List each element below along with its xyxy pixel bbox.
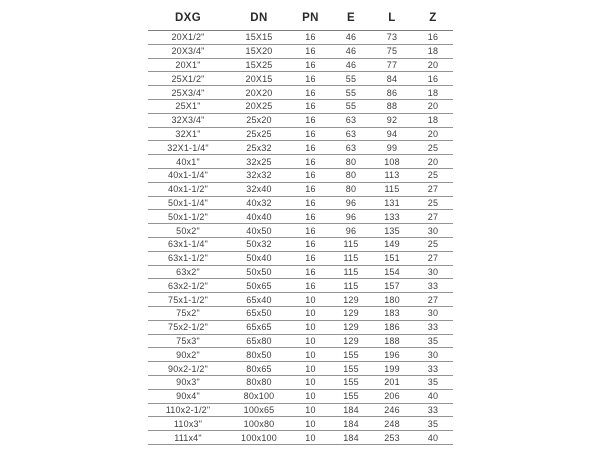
table-cell: 20X1" bbox=[148, 58, 228, 72]
table-cell: 46 bbox=[331, 58, 371, 72]
table-row bbox=[148, 127, 453, 141]
table-cell: 25x20 bbox=[228, 113, 290, 127]
table-cell: 16 bbox=[290, 210, 331, 224]
table-cell: 63x2-1/2" bbox=[148, 279, 228, 293]
table-cell: 115 bbox=[331, 265, 371, 279]
table-cell: 99 bbox=[371, 141, 413, 155]
table-cell: 63 bbox=[331, 141, 371, 155]
table-cell: 40x1-1/2" bbox=[148, 182, 228, 196]
table-cell: 155 bbox=[331, 389, 371, 403]
table-cell: 10 bbox=[290, 417, 331, 431]
table-row bbox=[148, 251, 453, 265]
table-cell: 25x25 bbox=[228, 127, 290, 141]
table-cell: 149 bbox=[371, 237, 413, 251]
table-cell: 16 bbox=[290, 58, 331, 72]
table-cell: 20 bbox=[413, 127, 453, 141]
table-cell: 16 bbox=[290, 279, 331, 293]
table-row bbox=[148, 182, 453, 196]
table-cell: 111x4" bbox=[148, 431, 228, 445]
table-cell: 32x40 bbox=[228, 182, 290, 196]
table-cell: 35 bbox=[413, 334, 453, 348]
table-cell: 94 bbox=[371, 127, 413, 141]
table-cell: 63x1-1/2" bbox=[148, 251, 228, 265]
table-cell: 86 bbox=[371, 86, 413, 100]
table-cell: 35 bbox=[413, 417, 453, 431]
table-row bbox=[148, 293, 453, 307]
table-row bbox=[148, 265, 453, 279]
table-cell: 16 bbox=[290, 99, 331, 113]
table-cell: 180 bbox=[371, 293, 413, 307]
table-cell: 96 bbox=[331, 210, 371, 224]
table-cell: 75x1-1/2" bbox=[148, 293, 228, 307]
table-cell: 65x80 bbox=[228, 334, 290, 348]
table-cell: 40x1" bbox=[148, 155, 228, 169]
table-cell: 20 bbox=[413, 155, 453, 169]
table-cell: 33 bbox=[413, 320, 453, 334]
table-cell: 27 bbox=[413, 182, 453, 196]
table-cell: 33 bbox=[413, 403, 453, 417]
table-cell: 77 bbox=[371, 58, 413, 72]
table-cell: 96 bbox=[331, 224, 371, 238]
table-cell: 80 bbox=[331, 155, 371, 169]
table-cell: 129 bbox=[331, 293, 371, 307]
table-cell: 201 bbox=[371, 375, 413, 389]
table-cell: 18 bbox=[413, 86, 453, 100]
table-cell: 100x65 bbox=[228, 403, 290, 417]
table-cell: 157 bbox=[371, 279, 413, 293]
table-cell: 20X15 bbox=[228, 72, 290, 86]
table-cell: 92 bbox=[371, 113, 413, 127]
table-cell: 33 bbox=[413, 362, 453, 376]
table-cell: 10 bbox=[290, 293, 331, 307]
table-cell: 80x65 bbox=[228, 362, 290, 376]
table-cell: 27 bbox=[413, 251, 453, 265]
table-body bbox=[148, 31, 453, 445]
table-cell: 16 bbox=[290, 251, 331, 265]
table-cell: 75x2-1/2" bbox=[148, 320, 228, 334]
table-cell: 253 bbox=[371, 431, 413, 445]
table-cell: 90x3" bbox=[148, 375, 228, 389]
table-row bbox=[148, 141, 453, 155]
table-cell: 16 bbox=[290, 127, 331, 141]
table-cell: 80 bbox=[331, 168, 371, 182]
table-cell: 40 bbox=[413, 431, 453, 445]
table-cell: 40x40 bbox=[228, 210, 290, 224]
table-cell: 184 bbox=[331, 403, 371, 417]
table-cell: 129 bbox=[331, 334, 371, 348]
table-cell: 50x40 bbox=[228, 251, 290, 265]
table-cell: 80x100 bbox=[228, 389, 290, 403]
table-cell: 133 bbox=[371, 210, 413, 224]
table-cell: 25X3/4" bbox=[148, 86, 228, 100]
table-cell: 188 bbox=[371, 334, 413, 348]
table-cell: 115 bbox=[371, 182, 413, 196]
table-cell: 20X25 bbox=[228, 99, 290, 113]
table-cell: 15X20 bbox=[228, 44, 290, 58]
table-cell: 55 bbox=[331, 72, 371, 86]
table-cell: 113 bbox=[371, 168, 413, 182]
table-cell: 20 bbox=[413, 58, 453, 72]
table-cell: 196 bbox=[371, 348, 413, 362]
table-cell: 20X20 bbox=[228, 86, 290, 100]
table-cell: 155 bbox=[331, 375, 371, 389]
table-cell: 40 bbox=[413, 389, 453, 403]
table-cell: 84 bbox=[371, 72, 413, 86]
table-row bbox=[148, 31, 453, 45]
table-row bbox=[148, 155, 453, 169]
column-header-pn: PN bbox=[290, 6, 331, 31]
table-cell: 15X15 bbox=[228, 31, 290, 45]
table-cell: 16 bbox=[290, 224, 331, 238]
table-cell: 18 bbox=[413, 44, 453, 58]
table-cell: 88 bbox=[371, 99, 413, 113]
table-cell: 25 bbox=[413, 168, 453, 182]
column-header-dn: DN bbox=[228, 6, 290, 31]
table-cell: 10 bbox=[290, 320, 331, 334]
table-row bbox=[148, 279, 453, 293]
table-cell: 184 bbox=[331, 417, 371, 431]
table-row bbox=[148, 168, 453, 182]
table-cell: 25 bbox=[413, 237, 453, 251]
table-cell: 16 bbox=[290, 265, 331, 279]
table-row bbox=[148, 306, 453, 320]
table-cell: 10 bbox=[290, 334, 331, 348]
table-cell: 115 bbox=[331, 279, 371, 293]
table-cell: 25x32 bbox=[228, 141, 290, 155]
table-cell: 20X3/4" bbox=[148, 44, 228, 58]
table-cell: 16 bbox=[290, 141, 331, 155]
table-cell: 115 bbox=[331, 237, 371, 251]
table-row bbox=[148, 403, 453, 417]
table-cell: 32X1" bbox=[148, 127, 228, 141]
table-cell: 16 bbox=[290, 168, 331, 182]
table-row bbox=[148, 237, 453, 251]
table-cell: 75 bbox=[371, 44, 413, 58]
table-cell: 110x3" bbox=[148, 417, 228, 431]
table-cell: 63 bbox=[331, 127, 371, 141]
table-cell: 32x25 bbox=[228, 155, 290, 169]
table-cell: 32x32 bbox=[228, 168, 290, 182]
table-cell: 50x1-1/4" bbox=[148, 196, 228, 210]
table-cell: 27 bbox=[413, 210, 453, 224]
table-row bbox=[148, 99, 453, 113]
table-cell: 30 bbox=[413, 306, 453, 320]
table-cell: 63x1-1/4" bbox=[148, 237, 228, 251]
table-cell: 16 bbox=[290, 31, 331, 45]
table-row bbox=[148, 224, 453, 238]
table-cell: 65x65 bbox=[228, 320, 290, 334]
table-cell: 33 bbox=[413, 279, 453, 293]
table-cell: 184 bbox=[331, 431, 371, 445]
table-row bbox=[148, 375, 453, 389]
table-cell: 16 bbox=[290, 72, 331, 86]
table-cell: 16 bbox=[290, 182, 331, 196]
table-cell: 129 bbox=[331, 306, 371, 320]
table-cell: 16 bbox=[290, 155, 331, 169]
table-cell: 50x32 bbox=[228, 237, 290, 251]
table-cell: 115 bbox=[331, 251, 371, 265]
table-row bbox=[148, 362, 453, 376]
table-cell: 16 bbox=[413, 72, 453, 86]
table-cell: 155 bbox=[331, 348, 371, 362]
table-cell: 15X25 bbox=[228, 58, 290, 72]
table-cell: 16 bbox=[290, 86, 331, 100]
spec-table-container bbox=[148, 6, 453, 445]
table-cell: 10 bbox=[290, 375, 331, 389]
table-cell: 63 bbox=[331, 113, 371, 127]
table-cell: 206 bbox=[371, 389, 413, 403]
column-header-e: E bbox=[331, 6, 371, 31]
table-cell: 50x50 bbox=[228, 265, 290, 279]
table-cell: 20X1/2" bbox=[148, 31, 228, 45]
table-cell: 108 bbox=[371, 155, 413, 169]
table-cell: 10 bbox=[290, 403, 331, 417]
table-cell: 96 bbox=[331, 196, 371, 210]
table-cell: 90x4" bbox=[148, 389, 228, 403]
table-header bbox=[148, 6, 453, 31]
table-cell: 80x80 bbox=[228, 375, 290, 389]
table-cell: 50x65 bbox=[228, 279, 290, 293]
table-cell: 10 bbox=[290, 389, 331, 403]
table-cell: 30 bbox=[413, 224, 453, 238]
table-cell: 30 bbox=[413, 348, 453, 362]
table-row bbox=[148, 196, 453, 210]
table-cell: 75x2" bbox=[148, 306, 228, 320]
table-cell: 199 bbox=[371, 362, 413, 376]
table-cell: 25X1" bbox=[148, 99, 228, 113]
table-cell: 186 bbox=[371, 320, 413, 334]
table-cell: 46 bbox=[331, 31, 371, 45]
table-cell: 80x50 bbox=[228, 348, 290, 362]
table-row bbox=[148, 431, 453, 445]
table-cell: 50x2" bbox=[148, 224, 228, 238]
table-cell: 16 bbox=[290, 196, 331, 210]
table-cell: 20 bbox=[413, 99, 453, 113]
table-cell: 100x80 bbox=[228, 417, 290, 431]
table-cell: 75x3" bbox=[148, 334, 228, 348]
table-row bbox=[148, 334, 453, 348]
table-row bbox=[148, 58, 453, 72]
table-row bbox=[148, 72, 453, 86]
table-cell: 55 bbox=[331, 86, 371, 100]
column-header-z: Z bbox=[413, 6, 453, 31]
table-cell: 246 bbox=[371, 403, 413, 417]
table-cell: 65x50 bbox=[228, 306, 290, 320]
table-cell: 90x2" bbox=[148, 348, 228, 362]
table-cell: 18 bbox=[413, 113, 453, 127]
table-cell: 90x2-1/2" bbox=[148, 362, 228, 376]
header-row bbox=[148, 6, 453, 31]
table-cell: 183 bbox=[371, 306, 413, 320]
table-cell: 16 bbox=[290, 113, 331, 127]
table-cell: 131 bbox=[371, 196, 413, 210]
table-cell: 10 bbox=[290, 362, 331, 376]
table-cell: 135 bbox=[371, 224, 413, 238]
table-cell: 40x32 bbox=[228, 196, 290, 210]
column-header-dxg: DXG bbox=[148, 6, 228, 31]
table-cell: 40x1-1/4" bbox=[148, 168, 228, 182]
table-cell: 25 bbox=[413, 196, 453, 210]
table-row bbox=[148, 389, 453, 403]
table-cell: 25X1/2" bbox=[148, 72, 228, 86]
table-cell: 40x50 bbox=[228, 224, 290, 238]
table-cell: 16 bbox=[290, 44, 331, 58]
table-cell: 63x2" bbox=[148, 265, 228, 279]
table-cell: 73 bbox=[371, 31, 413, 45]
table-cell: 10 bbox=[290, 431, 331, 445]
table-row bbox=[148, 44, 453, 58]
table-cell: 100x100 bbox=[228, 431, 290, 445]
table-cell: 46 bbox=[331, 44, 371, 58]
table-cell: 55 bbox=[331, 99, 371, 113]
table-row bbox=[148, 348, 453, 362]
table-row bbox=[148, 113, 453, 127]
table-cell: 16 bbox=[290, 237, 331, 251]
table-row bbox=[148, 417, 453, 431]
table-cell: 32X1-1/4" bbox=[148, 141, 228, 155]
table-row bbox=[148, 210, 453, 224]
table-cell: 32X3/4" bbox=[148, 113, 228, 127]
table-cell: 10 bbox=[290, 348, 331, 362]
table-cell: 65x40 bbox=[228, 293, 290, 307]
table-cell: 25 bbox=[413, 141, 453, 155]
table-cell: 50x1-1/2" bbox=[148, 210, 228, 224]
table-cell: 10 bbox=[290, 306, 331, 320]
table-cell: 151 bbox=[371, 251, 413, 265]
table-cell: 154 bbox=[371, 265, 413, 279]
dimension-spec-table bbox=[148, 6, 453, 445]
table-row bbox=[148, 86, 453, 100]
table-cell: 110x2-1/2" bbox=[148, 403, 228, 417]
table-cell: 16 bbox=[413, 31, 453, 45]
table-cell: 27 bbox=[413, 293, 453, 307]
table-row bbox=[148, 320, 453, 334]
table-cell: 155 bbox=[331, 362, 371, 376]
table-cell: 129 bbox=[331, 320, 371, 334]
table-cell: 30 bbox=[413, 265, 453, 279]
table-cell: 80 bbox=[331, 182, 371, 196]
table-cell: 35 bbox=[413, 375, 453, 389]
column-header-l: L bbox=[371, 6, 413, 31]
table-cell: 248 bbox=[371, 417, 413, 431]
